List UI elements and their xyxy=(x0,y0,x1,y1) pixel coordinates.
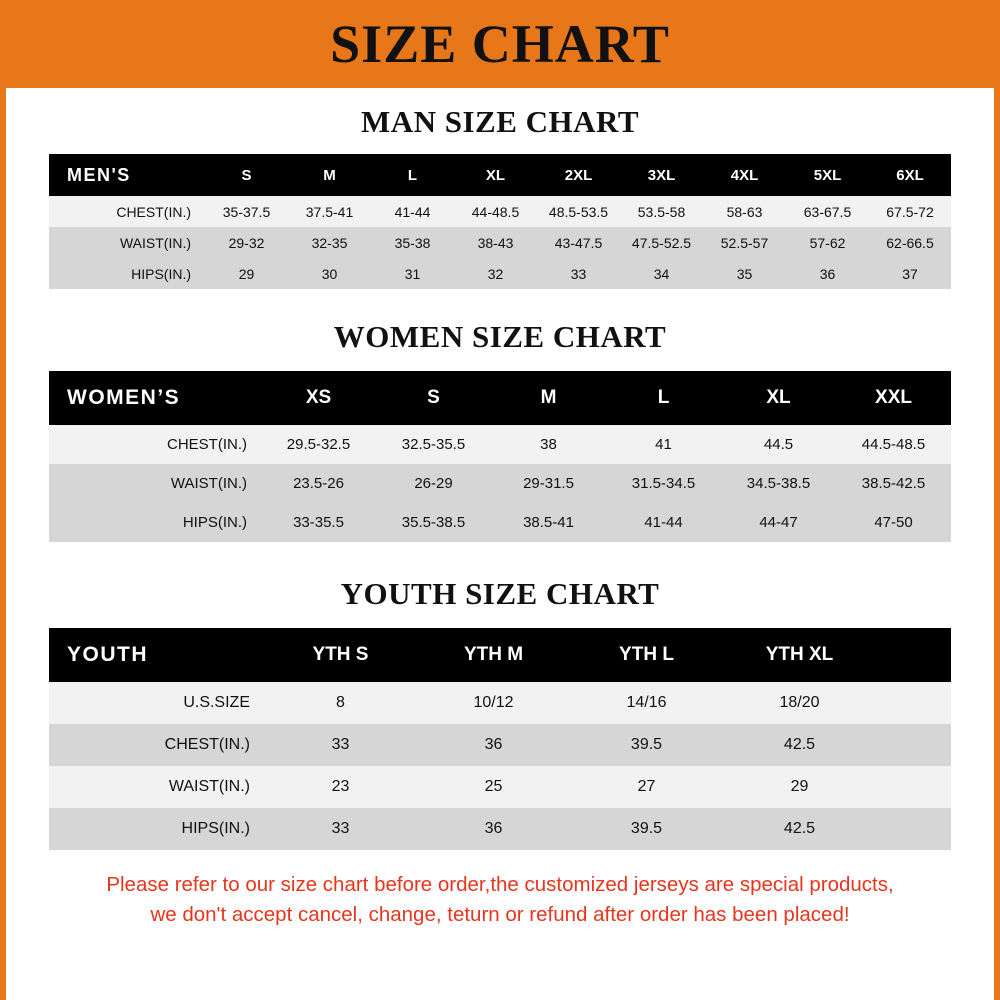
women-cell: 35.5-38.5 xyxy=(401,514,466,531)
youth-cell: 18/20 xyxy=(779,694,820,711)
youth-section-title: YOUTH SIZE CHART xyxy=(340,576,660,611)
footer-note-line-2: we don't accept cancel, change, teturn or refund after order has been placed! xyxy=(150,902,850,926)
women-cell: 41-44 xyxy=(644,514,683,531)
footer-note-line-1: Please refer to our size chart before order,the customized jerseys are special products, xyxy=(106,873,894,896)
man-cell: 32-35 xyxy=(311,234,348,251)
man-cell: 38-43 xyxy=(477,234,514,251)
man-row-label: WAIST(IN.) xyxy=(119,234,191,251)
youth-size-table xyxy=(49,628,951,850)
man-cell: 57-62 xyxy=(809,234,846,251)
youth-col-header: YTH L xyxy=(619,644,674,665)
women-size-table xyxy=(49,371,951,542)
man-cell: 29 xyxy=(238,265,255,282)
man-cell: 53.5-58 xyxy=(637,203,686,220)
women-cell: 44.5 xyxy=(763,436,794,453)
youth-row-label: WAIST(IN.) xyxy=(168,778,250,795)
header-bar xyxy=(0,0,1000,88)
table-row xyxy=(49,808,951,850)
women-corner-label: WOMEN’S xyxy=(67,386,181,409)
youth-cell: 27 xyxy=(637,778,656,795)
women-row-label: HIPS(IN.) xyxy=(182,514,247,531)
man-col-header: XL xyxy=(485,166,506,184)
table-header-row xyxy=(49,628,951,682)
table-header-row xyxy=(49,371,951,425)
table-row xyxy=(49,503,951,542)
man-cell: 35-38 xyxy=(394,234,431,251)
women-col-header: XL xyxy=(766,387,791,408)
youth-cell-spacer xyxy=(876,808,951,850)
youth-col-header: YTH S xyxy=(312,644,369,665)
women-row-label: WAIST(IN.) xyxy=(170,475,247,492)
youth-row-label: U.S.SIZE xyxy=(183,694,250,711)
man-cell: 31 xyxy=(404,265,421,282)
youth-cell: 36 xyxy=(484,736,503,753)
youth-cell-spacer xyxy=(876,682,951,724)
man-section-title: MAN SIZE CHART xyxy=(360,104,640,139)
women-col-header: S xyxy=(427,387,440,408)
women-col-header: M xyxy=(540,387,557,408)
man-row-label: HIPS(IN.) xyxy=(131,265,191,282)
youth-row-label: CHEST(IN.) xyxy=(164,736,250,753)
man-cell: 43-47.5 xyxy=(554,234,603,251)
women-cell: 38.5-41 xyxy=(523,514,574,531)
youth-cell: 39.5 xyxy=(630,820,663,837)
man-cell: 47.5-52.5 xyxy=(631,234,692,251)
man-cell: 35-37.5 xyxy=(222,203,271,220)
footer-note xyxy=(30,870,970,929)
table-header-row xyxy=(49,154,951,196)
youth-header-spacer xyxy=(876,628,951,682)
table-row xyxy=(49,724,951,766)
youth-cell-spacer xyxy=(876,766,951,808)
women-cell: 41 xyxy=(655,436,672,453)
youth-cell: 8 xyxy=(336,694,345,711)
women-cell: 44-47 xyxy=(759,514,798,531)
table-row xyxy=(49,464,951,503)
women-section-title: WOMEN SIZE CHART xyxy=(333,319,667,354)
youth-cell: 36 xyxy=(484,820,503,837)
women-cell: 23.5-26 xyxy=(293,475,344,492)
man-col-header: S xyxy=(241,166,252,184)
man-cell: 37 xyxy=(902,265,918,282)
youth-cell: 10/12 xyxy=(473,694,514,711)
man-corner-label: MEN'S xyxy=(67,164,131,185)
youth-cell: 33 xyxy=(331,736,350,753)
man-cell: 35 xyxy=(736,265,753,282)
man-row-label: CHEST(IN.) xyxy=(116,203,191,220)
youth-cell: 23 xyxy=(331,778,350,795)
youth-cell: 14/16 xyxy=(626,694,667,711)
women-cell: 44.5-48.5 xyxy=(861,436,926,453)
women-cell: 33-35.5 xyxy=(293,514,344,531)
man-cell: 63-67.5 xyxy=(803,203,852,220)
women-col-header: XS xyxy=(305,387,332,408)
man-cell: 48.5-53.5 xyxy=(548,203,609,220)
man-cell: 36 xyxy=(819,265,836,282)
youth-cell: 25 xyxy=(484,778,503,795)
table-row xyxy=(49,196,951,227)
man-col-header: 4XL xyxy=(730,166,759,184)
man-col-header: 6XL xyxy=(896,166,924,184)
women-cell: 31.5-34.5 xyxy=(631,475,696,492)
women-cell: 32.5-35.5 xyxy=(401,436,466,453)
man-cell: 52.5-57 xyxy=(720,234,769,251)
man-cell: 34 xyxy=(653,265,670,282)
man-cell: 29-32 xyxy=(228,234,265,251)
man-col-header: M xyxy=(323,166,336,184)
man-cell: 41-44 xyxy=(394,203,431,220)
youth-col-header: YTH M xyxy=(463,644,524,665)
youth-cell: 39.5 xyxy=(630,736,663,753)
man-cell: 67.5-72 xyxy=(886,203,934,220)
man-size-table xyxy=(49,154,951,289)
table-row xyxy=(49,766,951,808)
women-cell: 29-31.5 xyxy=(523,475,574,492)
man-col-header: 2XL xyxy=(564,166,593,184)
youth-row-label: HIPS(IN.) xyxy=(181,820,250,837)
women-cell: 29.5-32.5 xyxy=(286,436,351,453)
youth-cell-spacer xyxy=(876,724,951,766)
table-row xyxy=(49,682,951,724)
man-col-header: 5XL xyxy=(813,166,842,184)
youth-cell: 33 xyxy=(331,820,350,837)
table-row xyxy=(49,258,951,289)
man-cell: 58-63 xyxy=(726,203,763,220)
table-row xyxy=(49,425,951,464)
man-cell: 33 xyxy=(570,265,587,282)
man-col-header: L xyxy=(407,166,418,184)
women-cell: 34.5-38.5 xyxy=(746,475,811,492)
women-col-header: XXL xyxy=(875,387,912,408)
youth-cell: 42.5 xyxy=(783,736,816,753)
women-col-header: L xyxy=(657,387,670,408)
man-cell: 44-48.5 xyxy=(471,203,520,220)
women-row-label: CHEST(IN.) xyxy=(167,436,247,453)
women-cell: 38.5-42.5 xyxy=(861,475,926,492)
man-cell: 30 xyxy=(321,265,338,282)
women-cell: 47-50 xyxy=(874,514,913,531)
women-cell: 38 xyxy=(540,436,557,453)
man-col-header: 3XL xyxy=(647,166,676,184)
table-row xyxy=(49,227,951,258)
man-cell: 62-66.5 xyxy=(886,234,934,251)
youth-col-header: YTH XL xyxy=(765,644,834,665)
youth-cell: 42.5 xyxy=(783,820,816,837)
women-cell: 26-29 xyxy=(414,475,453,492)
youth-cell: 29 xyxy=(790,778,809,795)
youth-corner-label: YOUTH xyxy=(67,643,148,666)
man-cell: 32 xyxy=(487,265,504,282)
page-title: SIZE CHART xyxy=(330,14,670,74)
man-cell: 37.5-41 xyxy=(305,203,354,220)
